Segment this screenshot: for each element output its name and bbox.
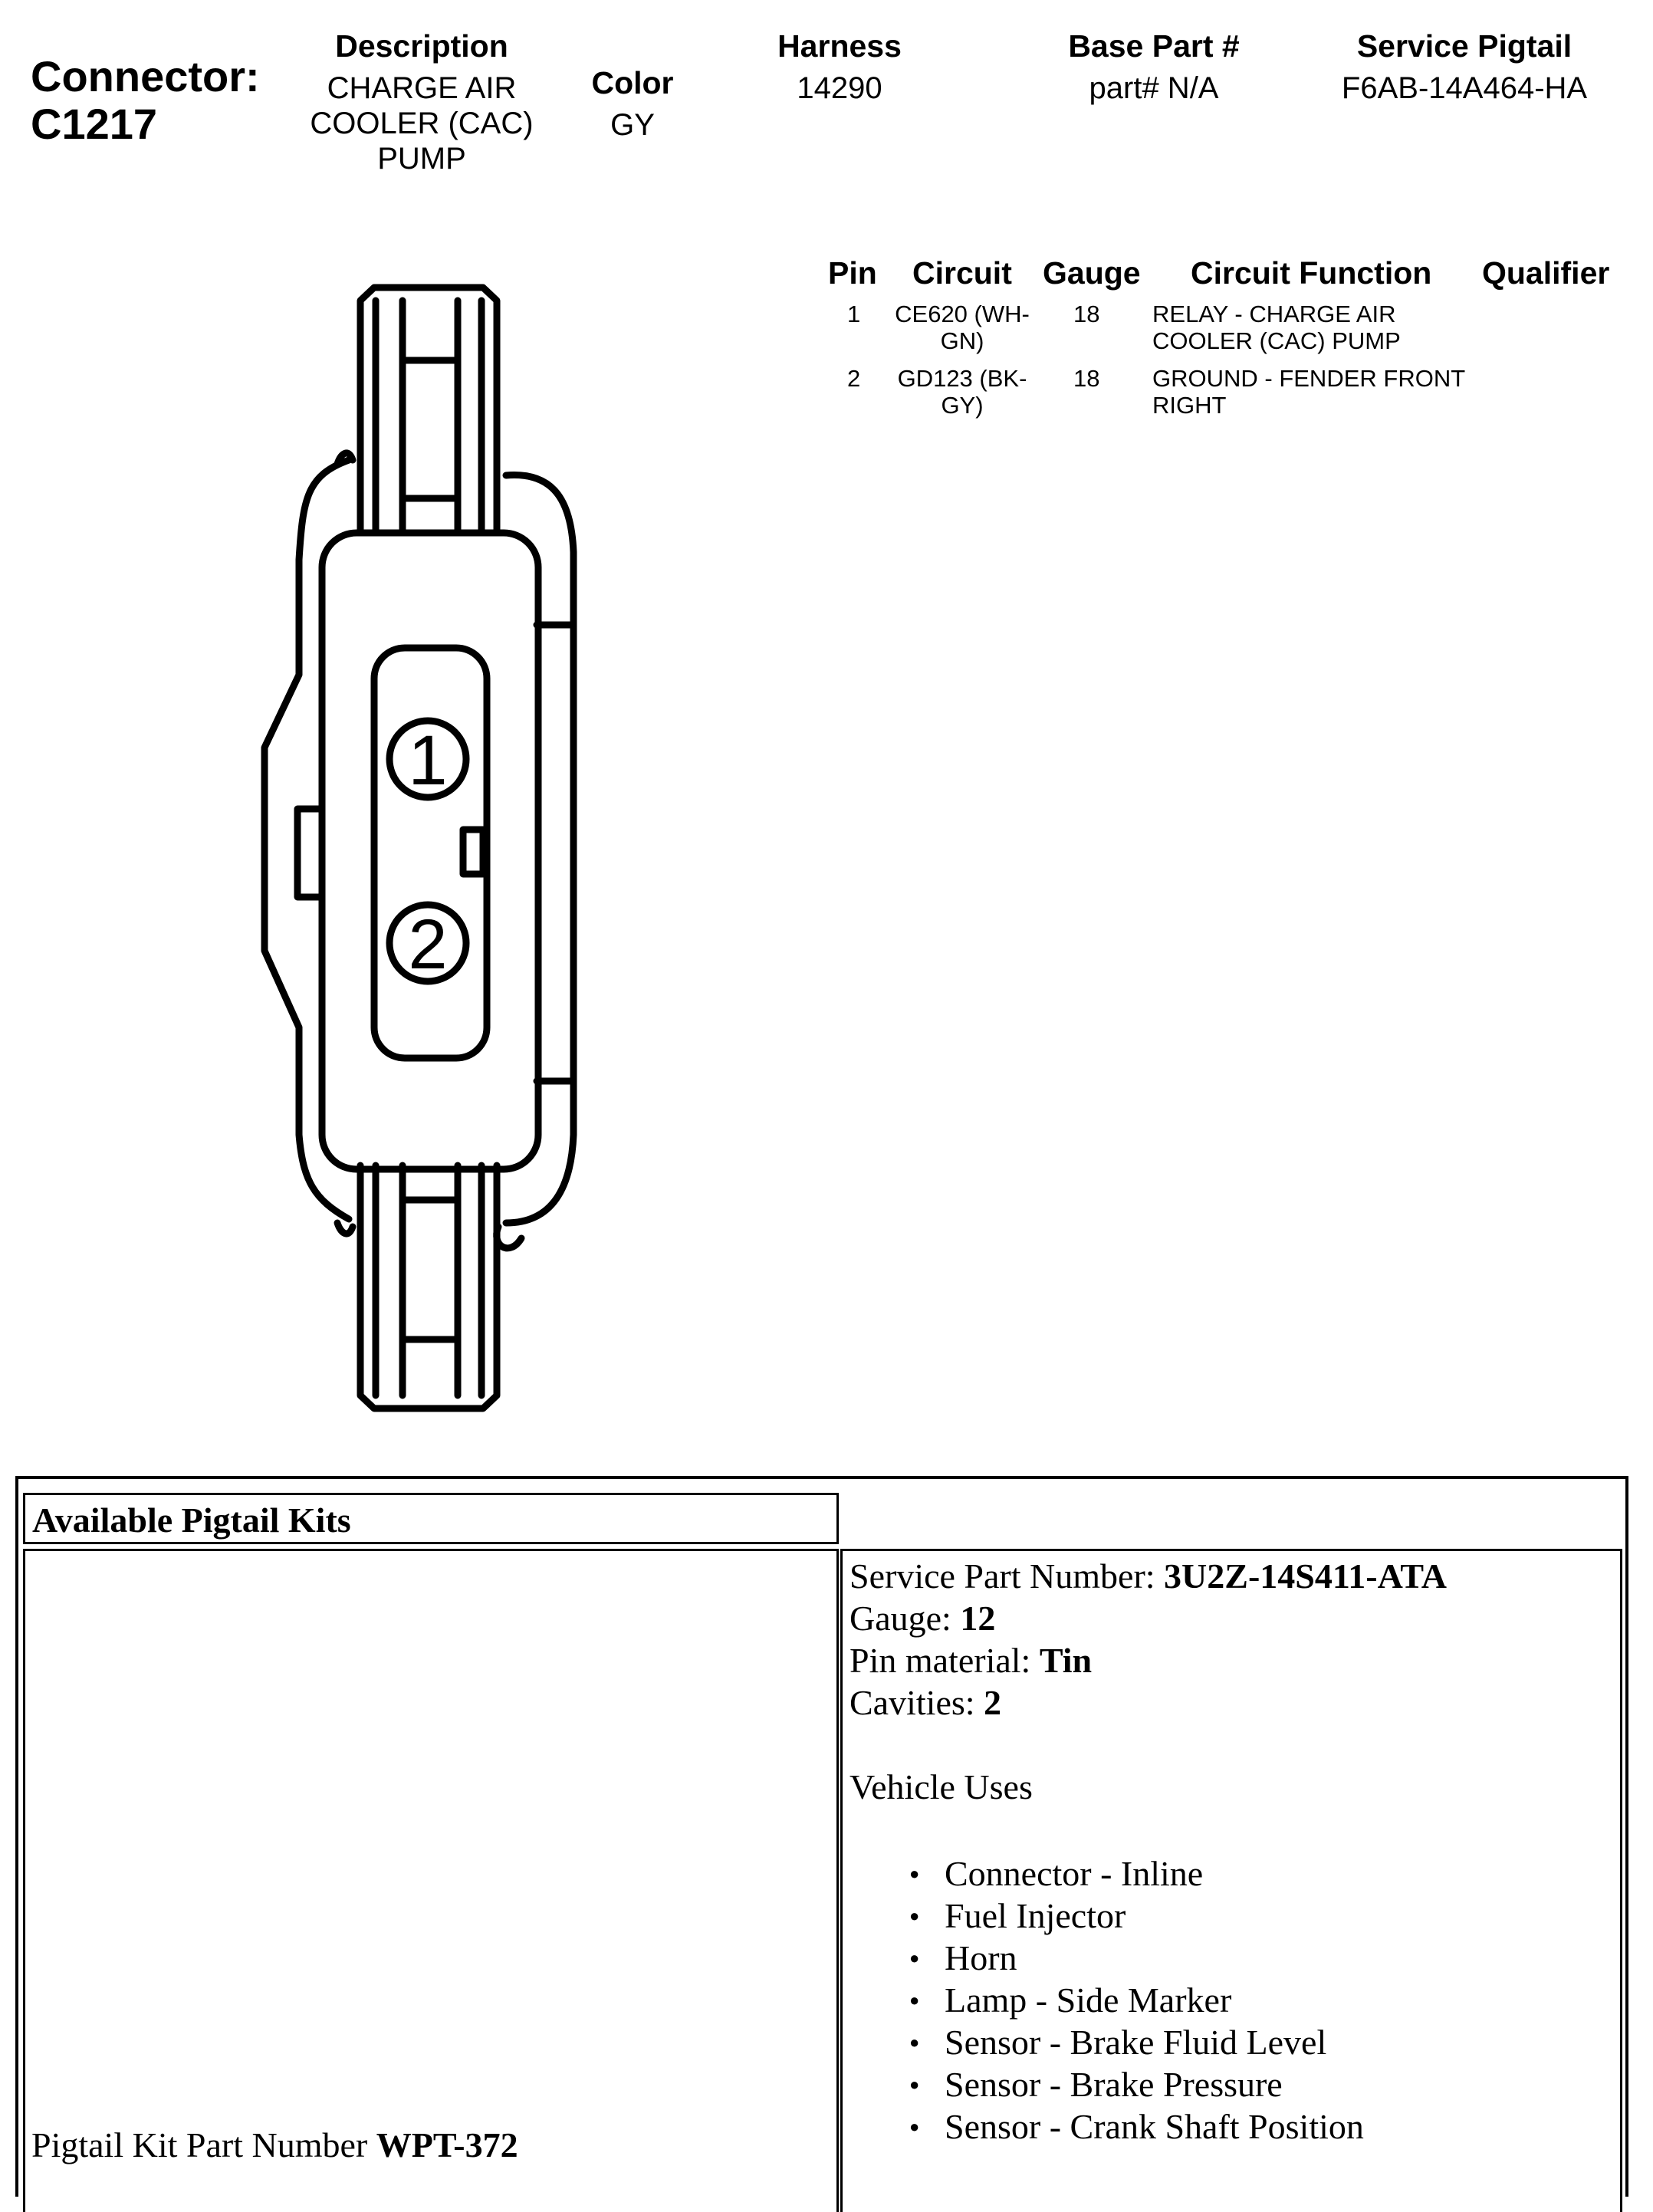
left-tab — [297, 809, 322, 897]
pin-header: Pin — [828, 255, 877, 291]
right-clip-bottom — [497, 1227, 521, 1248]
pin-number: 1 — [847, 301, 861, 327]
vehicle-uses-title: Vehicle Uses — [850, 1767, 1033, 1806]
list-item: ● Sensor - Crank Shaft Position — [850, 2105, 1620, 2148]
cavities-label: Cavities: — [850, 1683, 984, 1722]
kit-part-number: WPT-372 — [376, 2125, 518, 2164]
cavities-row — [850, 1681, 1620, 1724]
base-part-heading: Base Part # — [1068, 28, 1240, 64]
base-part-value: part# N/A — [1089, 71, 1219, 105]
pigtail-section-header-cell — [23, 1493, 839, 1544]
cavities-value: 2 — [984, 1683, 1002, 1722]
housing-left-outline — [265, 460, 349, 1219]
service-part-row — [850, 1555, 1620, 1597]
pin-material-label: Pin material: — [850, 1641, 1040, 1680]
qualifier-header: Qualifier — [1482, 255, 1610, 291]
harness-heading: Harness — [777, 28, 902, 64]
list-item: ● Sensor - Brake Fluid Level — [850, 2021, 1620, 2063]
pin-material-row — [850, 1639, 1620, 1681]
gauge-value: 12 — [960, 1599, 996, 1638]
right-key — [463, 830, 483, 874]
gauge-header: Gauge — [1043, 255, 1141, 291]
connector-body — [322, 533, 538, 1169]
pigtail-kit-part — [31, 2124, 518, 2166]
pin-cavity — [374, 648, 487, 1058]
pigtail-header-empty-cell — [840, 1493, 1622, 1544]
color-heading: Color — [591, 65, 674, 100]
gauge-row — [850, 1597, 1620, 1639]
vehicle-uses-list — [850, 1852, 1620, 2148]
description-value: CHARGE AIR COOLER (CAC) PUMP — [310, 71, 534, 176]
pin-function: GROUND - FENDER FRONT RIGHT — [1152, 365, 1465, 419]
pin-gauge: 18 — [1073, 365, 1100, 392]
circuit-header: Circuit — [912, 255, 1012, 291]
service-pigtail-value: F6AB-14A464-HA — [1341, 71, 1588, 105]
top-latch-bars — [403, 360, 458, 498]
description-heading: Description — [335, 28, 508, 64]
circuit-function-header: Circuit Function — [1191, 255, 1432, 291]
bottom-latch-bars — [403, 1200, 458, 1339]
connector-id: C1217 — [31, 100, 158, 148]
list-item: ● Sensor - Brake Pressure — [850, 2063, 1620, 2105]
pin-number: 2 — [847, 365, 861, 392]
gauge-label: Gauge: — [850, 1599, 961, 1638]
pin-material-value: Tin — [1039, 1641, 1093, 1680]
list-item: ● Fuel Injector — [850, 1895, 1620, 1937]
pin-2-label: 2 — [408, 906, 448, 984]
list-item: ● Lamp - Side Marker — [850, 1979, 1620, 2021]
pin-1-label: 1 — [408, 721, 448, 800]
service-part-label: Service Part Number: — [850, 1556, 1165, 1596]
connector-label: Connector: — [31, 52, 260, 100]
pigtail-section-title: Available Pigtail Kits — [32, 1500, 351, 1540]
list-item: ● Connector - Inline — [850, 1852, 1620, 1895]
color-value: GY — [610, 108, 655, 142]
pigtail-details-cell — [840, 1549, 1622, 2212]
pigtail-image-cell — [23, 1549, 839, 2212]
list-item: ● Horn — [850, 1937, 1620, 1979]
pin-circuit: GD123 (BK-GY) — [897, 365, 1027, 419]
kit-part-label: Pigtail Kit Part Number — [31, 2125, 376, 2164]
left-clip-bottom — [337, 1223, 353, 1234]
pin-circuit: CE620 (WH-GN) — [895, 301, 1030, 354]
pin-function: RELAY - CHARGE AIR COOLER (CAC) PUMP — [1152, 301, 1401, 354]
service-pigtail-heading: Service Pigtail — [1356, 28, 1572, 64]
right-side-ribs — [537, 625, 573, 1081]
harness-value: 14290 — [797, 71, 882, 105]
pin-gauge: 18 — [1073, 301, 1100, 327]
service-part-number: 3U2Z-14S411-ATA — [1164, 1556, 1447, 1596]
